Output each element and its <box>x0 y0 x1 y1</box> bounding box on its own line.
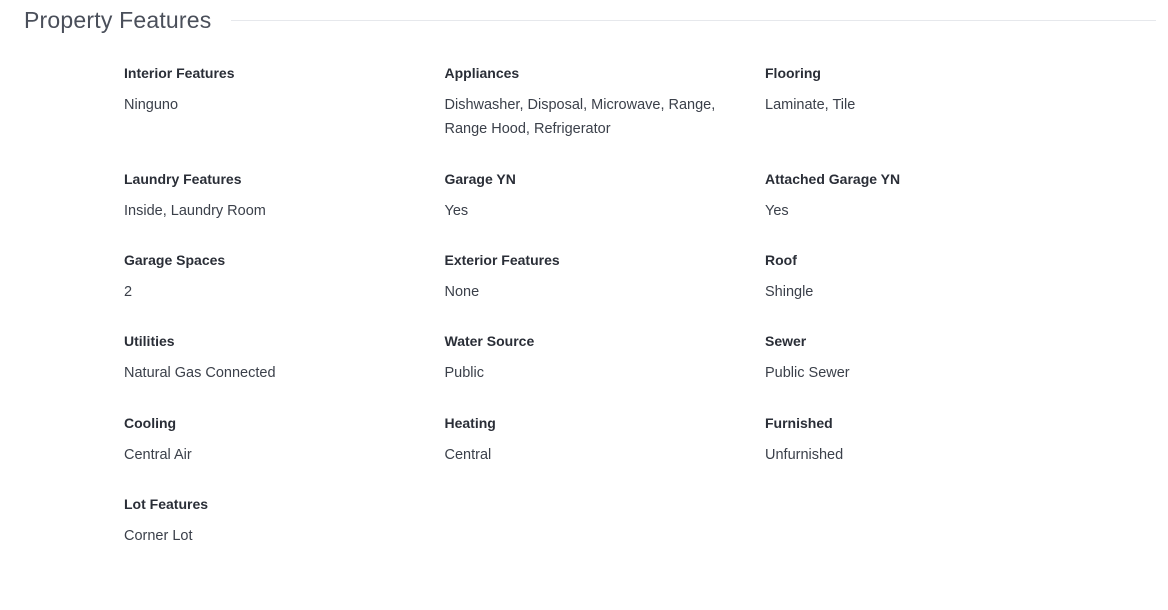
feature-label: Cooling <box>124 415 177 431</box>
feature-attached-garage-yn <box>765 166 1086 247</box>
section-header <box>24 0 1156 40</box>
feature-label: Furnished <box>765 415 833 431</box>
feature-value: Inside, Laundry Room <box>124 203 266 219</box>
feature-label: Appliances <box>444 65 520 81</box>
feature-value: Dishwasher, Disposal, Microwave, Range, Range Hood, Refrigerator <box>444 97 716 137</box>
feature-row <box>124 166 1104 247</box>
feature-value: None <box>444 284 480 300</box>
feature-roof <box>765 247 1086 328</box>
feature-furnished <box>765 410 1086 491</box>
feature-value: Natural Gas Connected <box>124 365 276 381</box>
feature-value: Central <box>444 447 492 463</box>
feature-row <box>124 247 1104 328</box>
feature-label: Interior Features <box>124 65 235 81</box>
feature-exterior-features <box>445 247 766 328</box>
feature-garage-spaces <box>124 247 445 328</box>
feature-heating <box>445 410 766 491</box>
feature-label: Garage YN <box>444 171 516 187</box>
feature-label: Garage Spaces <box>124 252 226 268</box>
feature-value: Central Air <box>124 447 192 463</box>
feature-value: Yes <box>765 203 789 219</box>
feature-value: Yes <box>444 203 469 219</box>
feature-value: Unfurnished <box>765 447 844 463</box>
feature-row <box>124 60 1104 166</box>
feature-label: Utilities <box>124 333 175 349</box>
feature-value: 2 <box>124 284 133 300</box>
feature-flooring <box>765 60 1086 166</box>
feature-label: Flooring <box>765 65 821 81</box>
feature-value: Corner Lot <box>124 528 193 544</box>
feature-value: Ninguno <box>124 97 179 113</box>
feature-row <box>124 491 1104 572</box>
feature-label: Heating <box>444 415 496 431</box>
feature-value: Laminate, Tile <box>765 97 856 113</box>
feature-utilities <box>124 328 445 410</box>
feature-interior-features <box>124 60 445 166</box>
feature-laundry-features <box>124 166 445 247</box>
feature-garage-yn <box>445 166 766 247</box>
feature-row <box>124 328 1104 410</box>
feature-label: Roof <box>765 252 797 268</box>
feature-label: Water Source <box>444 333 535 349</box>
feature-value: Public <box>444 365 484 381</box>
feature-appliances <box>445 60 766 166</box>
section-divider <box>231 20 1156 21</box>
feature-label: Lot Features <box>124 496 209 512</box>
feature-sewer <box>765 328 1086 410</box>
feature-water-source <box>445 328 766 410</box>
feature-label: Attached Garage YN <box>765 171 901 187</box>
feature-lot-features <box>124 491 445 572</box>
feature-label: Laundry Features <box>124 171 242 187</box>
feature-value: Shingle <box>765 284 814 300</box>
feature-label: Exterior Features <box>444 252 560 268</box>
feature-label: Sewer <box>765 333 807 349</box>
feature-value: Public Sewer <box>765 365 850 381</box>
feature-row <box>124 410 1104 491</box>
section-title: Property Features <box>24 6 212 33</box>
feature-cooling <box>124 410 445 491</box>
features-grid <box>124 60 1104 572</box>
